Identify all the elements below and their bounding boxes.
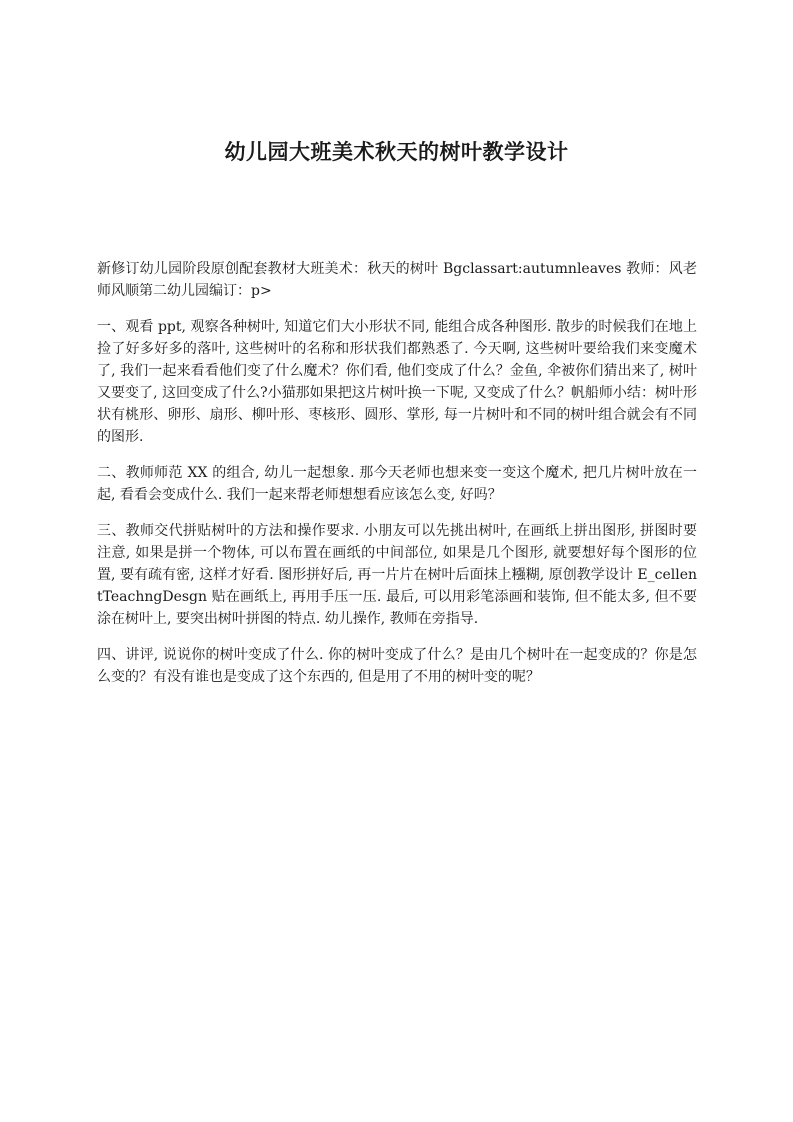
document-title: 幼儿园大班美术秋天的树叶教学设计 <box>224 139 569 164</box>
paragraph-section-1: 一、观看 ppt, 观察各种树叶, 知道它们大小形状不同, 能组合成各种图形. 散步的时候我们在地上捡了好多好多的落叶, 这些树叶的名称和形状我们都熟悉了. 今天啊, 这些树叶要给我们来变魔术了, 我们一起来看看他们变了什么魔术？你们看, 他们变成了什么？金鱼, 伞被你们猜出来了, 树叶又要变了, 这回变成了什么?小猫那如果把这片树叶换一下呢, 又变成了什么？帆船师小结：树叶形状有桃形、卵形、扇形、柳叶形、枣核形、圆形、掌形, 每一片树叶和不同的树叶组合就会有不同的图形. <box>97 319 697 445</box>
document-body <box>97 258 697 702</box>
paragraph-intro: 新修订幼儿园阶段原创配套教材大班美术：秋天的树叶 Bgclassart:autumnleaves 教师：风老师风顺第二幼儿园编订：p> <box>97 261 697 299</box>
paragraph-section-4: 四、讲评, 说说你的树叶变成了什么. 你的树叶变成了什么？是由几个树叶在一起变成的？你是怎么变的？有没有谁也是变成了这个东西的, 但是用了不用的树叶变的呢？ <box>97 647 697 685</box>
paragraph-section-3: 三、教师交代拼贴树叶的方法和操作要求. 小朋友可以先挑出树叶, 在画纸上拼出图形, 拼图时要注意, 如果是拼一个物体, 可以布置在画纸的中间部位, 如果是几个图形, 就要想好每个图形的位置, 要有疏有密, 这样才好看. 图形拼好后, 再一片片在树叶后面抹上糨糊, 原创教学设计 E_cellentTeachngDesgn 贴在画纸上, 再用手压一压. 最后, 可以用彩笔添画和装饰, 但不能太多, 但不要涂在树叶上, 要突出树叶拼图的特点. 幼儿操作, 教师在旁指导. <box>97 523 697 627</box>
paragraph-section-2: 二、教师师范 XX 的组合, 幼儿一起想象. 那今天老师也想来变一变这个魔术, 把几片树叶放在一起, 看看会变成什么. 我们一起来帮老师想想看应该怎么变, 好吗？ <box>97 465 697 503</box>
